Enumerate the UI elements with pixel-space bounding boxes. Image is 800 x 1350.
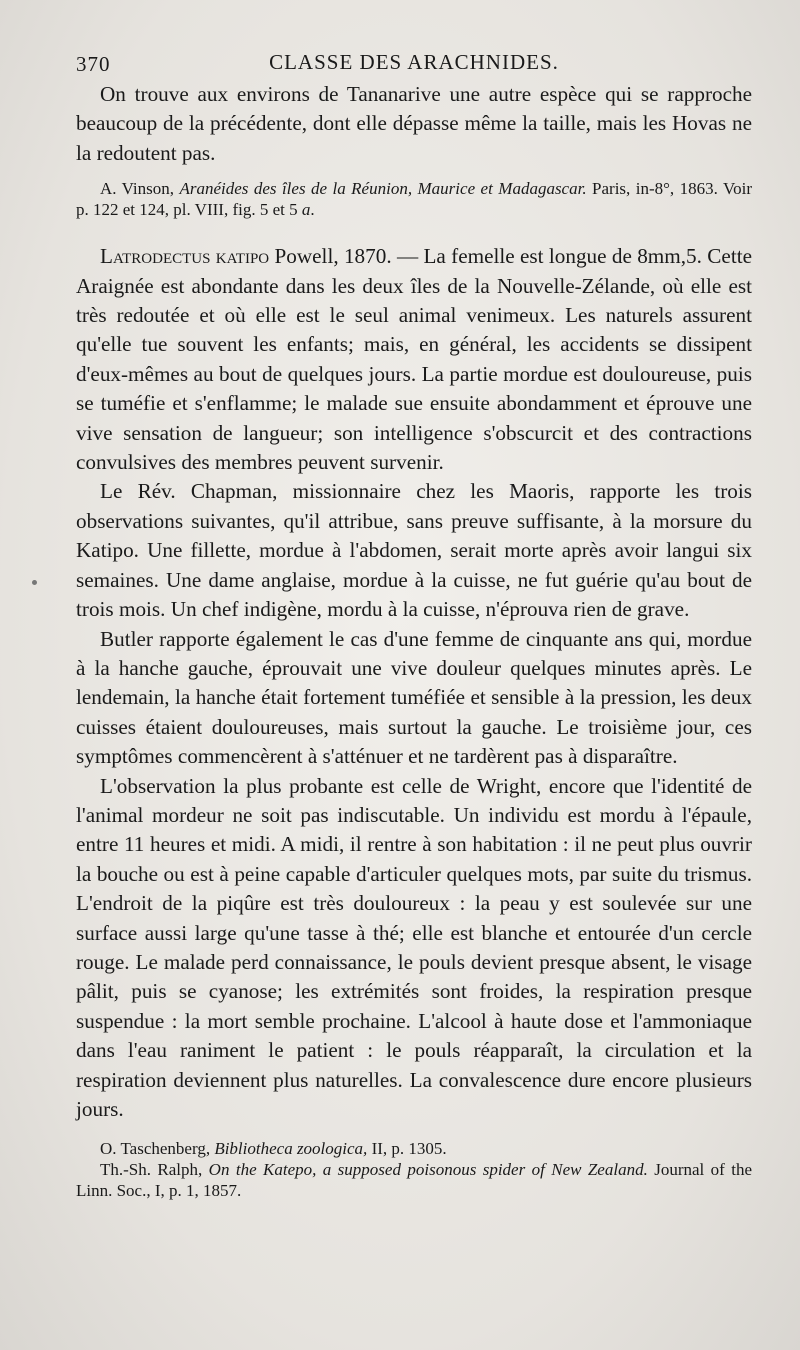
running-title: CLASSE DES ARACHNIDES. [269,50,559,74]
page-number: 370 [76,52,111,76]
reference-title: Aranéides des îles de la Réunion, Maurice et Madagascar. [179,179,587,199]
page-header [76,40,752,80]
page-body [76,80,752,1124]
species-name: Latrodectus katipo [100,244,270,269]
reference-vinson [76,178,752,220]
reference-fig-letter: a [301,200,311,220]
reference-ralph [76,1159,752,1201]
reference-details: Journal of the Linn. Soc., I, p. 1, 1857. [76,1160,753,1201]
paragraph-tananarive: On trouve aux environs de Tananarive une autre espèce qui se rapproche beaucoup de la précédente, dont elle dépasse même la taille, mais les Hovas ne la redoutent pas. [76,82,752,165]
paragraph-wright: L'observation la plus probante est celle de Wright, encore que l'identité de l'animal mordeur ne soit pas indiscutable. Un individu est mordu à l'épaule, entre 11 heures et midi. A midi, il rentre à son habitation : il ne peut plus ouvrir la bouche ou est à peine capable d'articuler quelques mots, par suite du trismus. L'endroit de la piqûre est très douloureux : la peau y est soulevée sur une surface aussi large qu'une tasse à thé; elle est blanche et entourée d'un cercle rouge. Le malade perd connaissance, le pouls devient presque absent, le visage pâlit, puis se cyanose; les extrémités sont froides, la respiration presque suspendue : la mort semble prochaine. L'alcool à haute dose et l'ammoniaque dans l'eau raniment le patient : le pouls réapparaît, la circulation et la respiration deviennent plus naturelles. La convalescence dure encore plusieurs jours. [76,773,752,1121]
paragraph-katipo-text: Powell, 1870. — La femelle est longue de 8mm,5. Cette Araignée est abondante dans les deux îles de la Nouvelle-Zélande, où elle est très redoutée et où elle est le seul animal venimeux. Les naturels assurent qu'elle tue souvent les enfants; mais, en général, les accidents se dissipent d'eux-mêmes au bout de quelques jours. La partie mordue est douloureuse, puis se tuméfie et s'enflamme; le malade sue ensuite abondamment et éprouve une vive sensation de langueur; son intelligence s'obscurcit et des contractions convulsives des membres peuvent survenir. [76,244,752,475]
reference-author: Th.-Sh. Ralph, [100,1160,203,1180]
reference-author: A. Vinson, [100,179,175,199]
paragraph-butler: Butler rapporte également le cas d'une femme de cinquante ans qui, mordue à la hanche gauche, éprouvait une vive douleur quelques minutes après. Le lendemain, la hanche était fortement tuméfiée et sensible à la pression, les deux cuisses étaient douloureuses, mais surtout la gauche. Le troisième jour, ces symptômes commencèrent à s'atténuer et ne tardèrent pas à disparaître. [76,626,752,769]
references-block [76,1138,752,1201]
reference-author: O. Taschenberg, [100,1139,211,1159]
reference-title: Bibliotheca zoologica, [214,1139,368,1159]
paper-speck [32,580,37,585]
reference-details: II, p. 1305. [371,1139,447,1159]
reference-end: . [310,200,315,220]
paragraph-latrodectus-katipo [76,242,752,477]
reference-details: Paris, in-8°, 1863. Voir p. 122 et 124, pl. VIII, fig. 5 et 5 [76,179,752,220]
reference-title: On the Katepo, a supposed poisonous spider of New Zealand. [208,1160,648,1180]
reference-taschenberg [76,1138,752,1159]
paragraph-chapman: Le Rév. Chapman, missionnaire chez les Maoris, rapporte les trois observations suivantes, qu'il attribue, sans preuve suffisante, à la morsure du Katipo. Une fillette, mordue à l'abdomen, serait morte après avoir langui six semaines. Une dame anglaise, mordue à la cuisse, ne fut guérie qu'au bout de trois mois. Un chef indigène, mordu à la cuisse, n'éprouva rien de grave. [76,479,752,622]
